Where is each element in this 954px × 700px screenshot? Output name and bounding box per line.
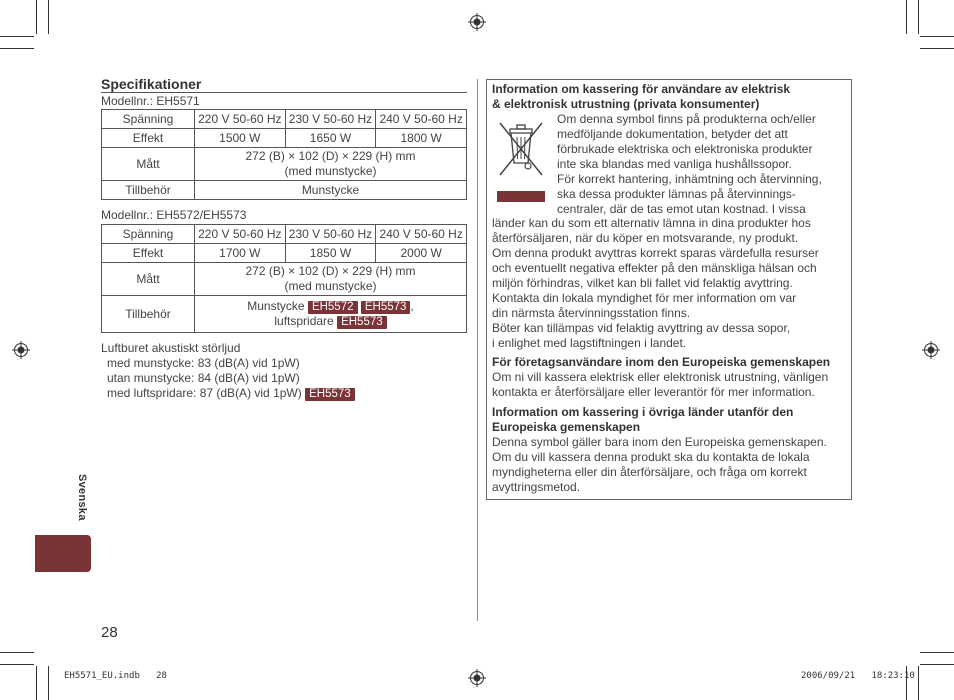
crop-mark: [920, 652, 954, 653]
crop-mark: [0, 36, 34, 37]
crop-mark: [36, 666, 37, 700]
info-line: länder kan du som ett alternativ lämna in dina produkter hos: [492, 216, 811, 230]
table-cell: 220 V 50-60 Hz: [195, 225, 286, 244]
dimensions-text: 272 (B) × 102 (D) × 229 (H) mm: [245, 264, 416, 278]
column-divider: [477, 79, 478, 621]
registration-mark-icon: [468, 13, 486, 31]
table-cell: Munstycke: [195, 181, 467, 200]
registration-mark-icon: [468, 669, 486, 687]
crop-mark: [920, 664, 954, 665]
section-title: Specifikationer: [101, 76, 202, 92]
noise-title: Luftburet akustiskt störljud: [101, 341, 241, 355]
noise-section: [101, 341, 355, 401]
info-line: För korrekt hantering, inhämtning och återvinning,: [557, 172, 822, 186]
table-cell: Effekt: [102, 129, 195, 148]
info-line: Denna symbol gäller bara inom den Europeiska gemenskapen.: [492, 435, 827, 449]
model-label: Modellnr.: EH5571: [101, 94, 200, 108]
info-line: förbrukade elektriska och elektroniska produkter: [557, 142, 813, 156]
crop-mark: [918, 666, 919, 700]
info-line: myndigheterna eller din återförsäljare, och fråga om korrekt: [492, 465, 807, 479]
crop-mark: [920, 36, 954, 37]
table-cell: 1700 W: [195, 244, 286, 263]
info-heading: & elektronisk utrustning (privata konsumenter): [492, 97, 760, 111]
info-line: medföljande dokumentation, betyder det att: [557, 127, 788, 141]
crop-mark: [0, 664, 34, 665]
info-line: Om denna symbol finns på produkterna och/eller: [557, 112, 816, 126]
model-badge: EH5573: [361, 301, 411, 314]
language-tab: [35, 535, 91, 572]
table-cell: 230 V 50-60 Hz: [285, 110, 376, 129]
title-rule: [101, 92, 467, 93]
crop-mark: [0, 48, 34, 49]
dimensions-text: 272 (B) × 102 (D) × 229 (H) mm: [245, 149, 416, 163]
table-cell: Mått: [102, 148, 195, 181]
info-line: Om du vill kassera denna produkt ska du kontakta de lokala: [492, 450, 810, 464]
info-heading: Europeiska gemenskapen: [492, 420, 641, 434]
info-line: avyttringsmetod.: [492, 480, 581, 494]
page-number: 28: [101, 624, 118, 641]
table-cell: Effekt: [102, 244, 195, 263]
dimensions-note: (med munstycke): [284, 164, 377, 178]
info-line: i enlighet med lagstiftningen i landet.: [492, 336, 687, 350]
info-line: Om denna produkt avyttras korrekt sparas värdefulla resurser: [492, 246, 819, 260]
info-heading: För företagsanvändare inom den Europeiska gemenskapen: [492, 355, 831, 369]
table-cell: 220 V 50-60 Hz: [195, 110, 286, 129]
accessory-text: Munstycke: [247, 299, 305, 313]
table-cell: 240 V 50-60 Hz: [376, 110, 467, 129]
model-badge: EH5572: [308, 301, 358, 314]
print-timestamp: 2006/09/21 18:23:10: [801, 671, 915, 681]
crop-mark: [36, 0, 37, 34]
info-heading: Information om kassering för användare av elektrisk: [492, 82, 791, 96]
crop-mark: [906, 0, 907, 34]
table-cell: Tillbehör: [102, 296, 195, 333]
info-line: Om ni vill kassera elektrisk eller elektronisk utrustning, vänligen: [492, 370, 829, 384]
info-line: ska dessa produkter lämnas på återvinnings-: [557, 187, 796, 201]
table-cell: Mått: [102, 263, 195, 296]
info-line: din närmsta återvinningsstation finns.: [492, 306, 691, 320]
crop-mark: [918, 0, 919, 34]
info-line: och eventuellt negativa effekter på den mänskliga hälsan och: [492, 261, 817, 275]
table-cell: 1850 W: [285, 244, 376, 263]
table-cell: [195, 263, 467, 296]
table-cell: 1650 W: [285, 129, 376, 148]
crop-mark: [0, 652, 34, 653]
crop-mark: [48, 0, 49, 34]
spec-table-eh5572-eh5573: [101, 224, 467, 333]
table-cell: [195, 148, 467, 181]
print-file-info: EH5571_EU.indb 28: [64, 671, 167, 681]
table-cell: 1800 W: [376, 129, 467, 148]
table-cell: 2000 W: [376, 244, 467, 263]
table-cell: Tillbehör: [102, 181, 195, 200]
noise-line: med luftspridare: 87 (dB(A) vid 1pW): [107, 386, 302, 400]
bin-underline-bar: [497, 191, 545, 202]
model-label: Modellnr.: EH5572/EH5573: [101, 208, 247, 222]
table-cell: 230 V 50-60 Hz: [285, 225, 376, 244]
model-badge: EH5573: [337, 316, 387, 329]
spec-table-eh5571: [101, 109, 467, 200]
separator-text: ,: [410, 299, 414, 313]
table-cell: 1500 W: [195, 129, 286, 148]
model-badge: EH5573: [305, 388, 355, 401]
table-cell: 240 V 50-60 Hz: [376, 225, 467, 244]
info-line: inte ska blandas med vanliga hushållssopor.: [557, 157, 792, 171]
table-cell: [195, 296, 467, 333]
info-heading: Information om kassering i övriga länder utanför den: [492, 405, 794, 419]
info-line: kontakta er återförsäljare eller leverantör för mer information.: [492, 385, 815, 399]
info-line: centraler, där de tas emot utan kostnad. I vissa: [557, 202, 806, 216]
info-line: återförsäljaren, när du köper en motsvarande, ny produkt.: [492, 231, 799, 245]
info-line: miljön förhindras, vilket kan bli fallet vid felaktig avyttring.: [492, 276, 793, 290]
accessory-text: luftspridare: [274, 314, 334, 328]
noise-line: utan munstycke: 84 (dB(A) vid 1pW): [107, 371, 300, 385]
crossed-out-wheelie-bin-icon: [494, 119, 548, 181]
dimensions-note: (med munstycke): [284, 279, 377, 293]
crop-mark: [920, 48, 954, 49]
table-cell: Spänning: [102, 110, 195, 129]
info-line: Böter kan tillämpas vid felaktig avyttring av dessa sopor,: [492, 321, 791, 335]
info-line: Kontakta din lokala myndighet för mer information om var: [492, 291, 797, 305]
registration-mark-icon: [12, 341, 30, 359]
noise-line: med munstycke: 83 (dB(A) vid 1pW): [107, 356, 300, 370]
registration-mark-icon: [922, 341, 940, 359]
crop-mark: [48, 666, 49, 700]
language-label: Svenska: [76, 474, 88, 521]
table-cell: Spänning: [102, 225, 195, 244]
